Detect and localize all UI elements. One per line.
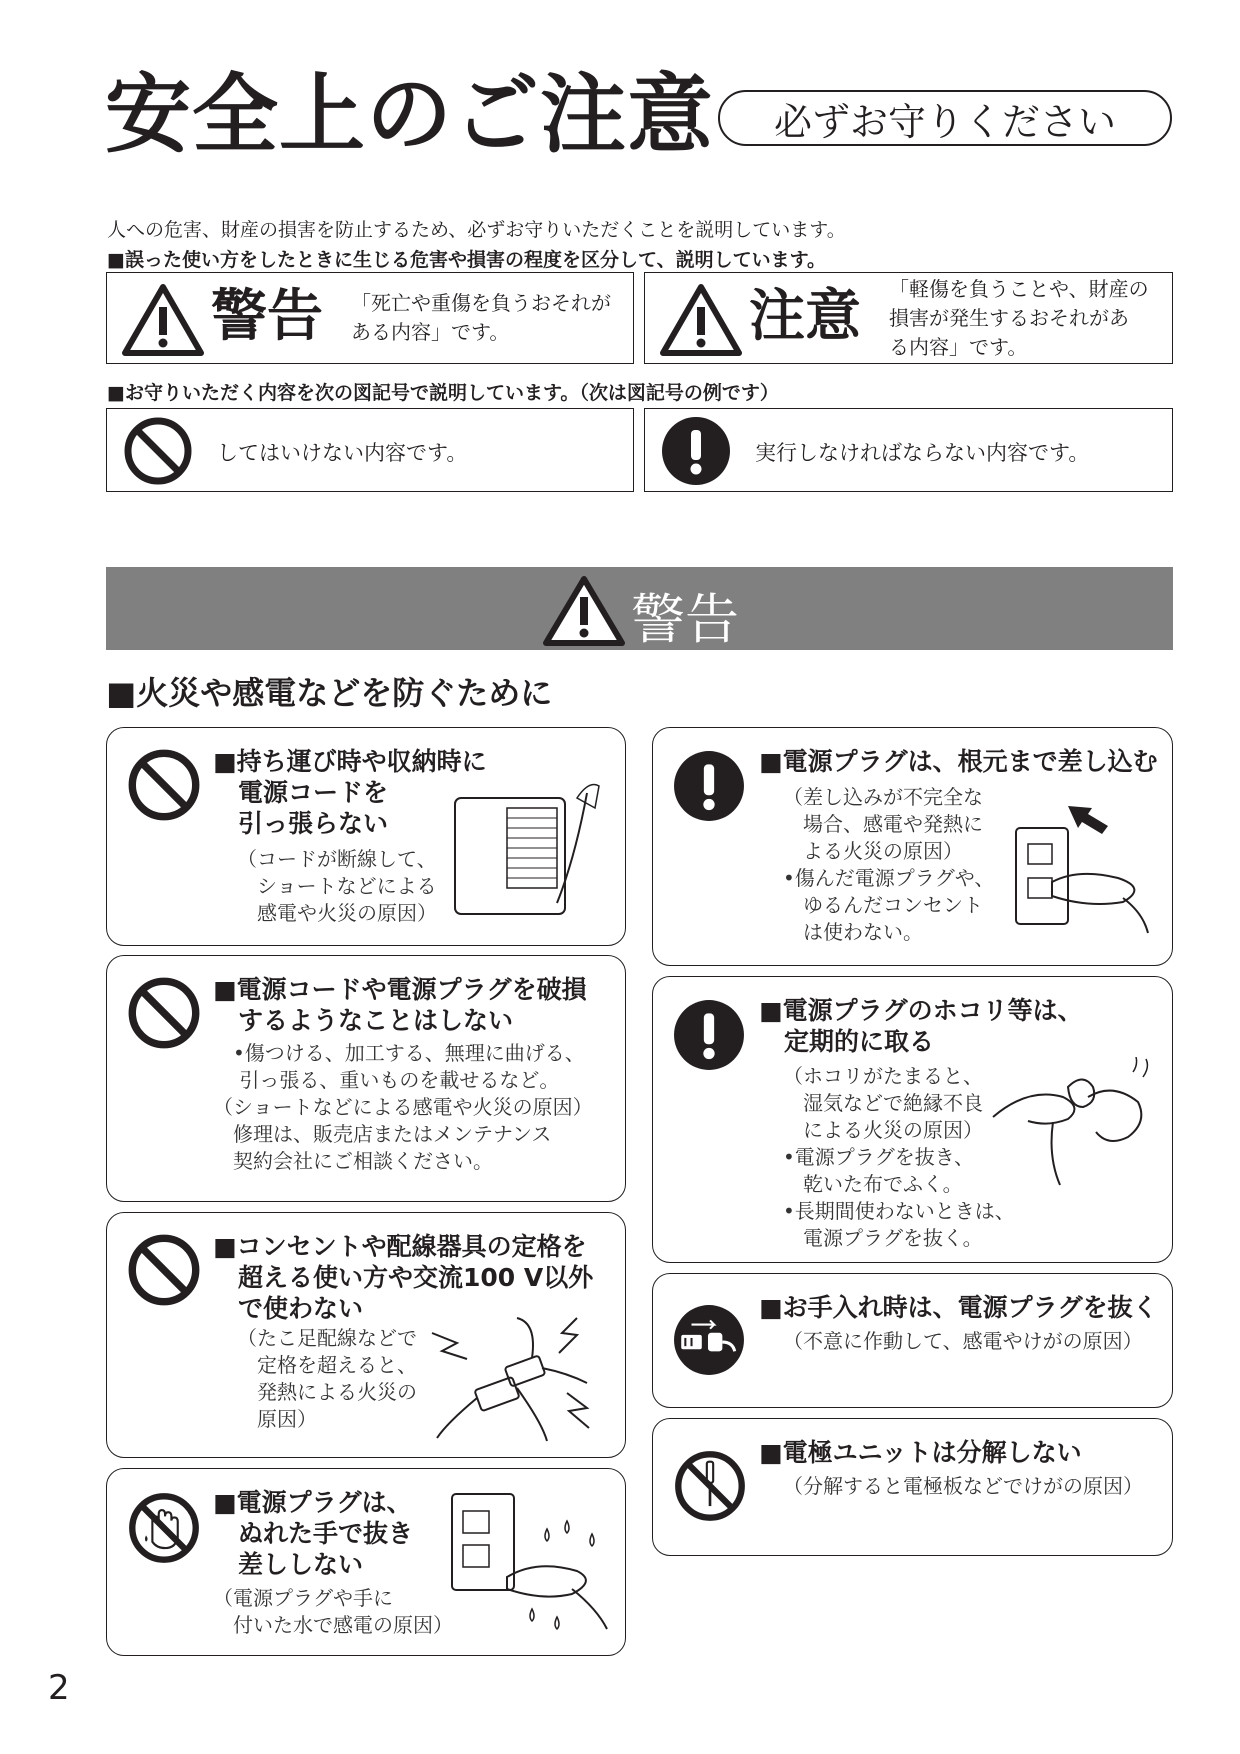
symbols-heading: ■お守りいただく内容を次の図記号で説明しています。（次は図記号の例です）: [107, 382, 779, 404]
mandatory-symbol-box: [644, 408, 1173, 492]
banner-label: 警告: [631, 588, 739, 651]
mandatory-icon: [673, 999, 745, 1071]
card-wet-hands: [106, 1468, 626, 1656]
card-text: （差し込みが不完全な 場合、感電や発熱に よる火災の原因） •傷んだ電源プラグや、 ゆるんだコンセント は使わない。: [783, 785, 995, 944]
caution-level-box: [644, 272, 1173, 364]
card-title: ■電源プラグのホコリ等は、 定期的に取る: [759, 996, 1083, 1056]
plug-insert-illustration: [1008, 798, 1158, 938]
caution-word: 注意: [749, 284, 861, 349]
prohibit-symbol-box: [106, 408, 634, 492]
warning-description: 「死亡や重傷を負うおそれが ある内容」です。: [351, 291, 611, 344]
card-text: （ホコリがたまると、 湿気などで絶縁不良 による火災の原因） •電源プラグを抜き、 乾いた布でふく。 •長期間使わないときは、 電源プラグを抜く。: [783, 1064, 1015, 1250]
octopus-wiring-illustration: [427, 1313, 607, 1443]
card-plug-insert: [652, 727, 1173, 966]
card-cord-damage: [106, 955, 626, 1202]
card-title: ■持ち運び時や収納時に 電源コードを 引っ張らない: [213, 747, 487, 838]
intro-text: 人への危害、財産の損害を防止するため、必ずお守りいただくことを説明しています。: [107, 219, 846, 241]
card-text: （不意に作動して、感電やけがの原因）: [783, 1329, 1143, 1353]
card-plug-dust: [652, 976, 1173, 1263]
prohibited-icon: [127, 748, 201, 822]
section-title: ■火災や感電などを防ぐために: [106, 674, 553, 712]
prohibit-description: してはいけない内容です。: [217, 441, 468, 465]
mandatory-icon: [661, 416, 731, 486]
levels-heading: ■誤った使い方をしたときに生じる危害や損害の程度を区分して、説明しています。: [107, 249, 827, 271]
card-title: ■電極ユニットは分解しない: [759, 1438, 1082, 1467]
card-text: （電源プラグや手に 付いた水で感電の原因）: [213, 1586, 453, 1637]
card-cord-pull: [106, 727, 626, 946]
prohibited-icon: [123, 416, 193, 486]
card-title: ■電源コードや電源プラグを破損 するようなことはしない: [213, 975, 587, 1035]
must-follow-badge: 必ずお守りください: [718, 90, 1172, 146]
dehumidifier-cord-illustration: [447, 778, 607, 928]
mandatory-icon: [673, 750, 745, 822]
prohibited-icon: [127, 1233, 201, 1307]
unplug-icon: [673, 1304, 745, 1376]
card-text: （コードが断線して、 ショートなどによる 感電や火災の原因）: [237, 847, 437, 925]
card-title: ■電源プラグは、 ぬれた手で抜き 差ししない: [213, 1488, 414, 1579]
card-text: （分解すると電極板などでけがの原因）: [783, 1474, 1143, 1498]
mandatory-description: 実行しなければならない内容です。: [755, 441, 1090, 465]
warning-word: 警告: [211, 284, 323, 349]
no-wet-hands-icon: [127, 1491, 201, 1565]
card-no-disassembly: [652, 1418, 1173, 1556]
no-disassembly-icon: [673, 1449, 747, 1523]
wet-hand-plug-illustration: [447, 1489, 617, 1639]
warning-level-box: [106, 272, 634, 364]
prohibited-icon: [127, 976, 201, 1050]
page-number: 2: [48, 1668, 70, 1708]
card-unplug-cleaning: [652, 1273, 1173, 1408]
card-text: （たこ足配線などで 定格を超えると、 発熱による火災の 原因）: [237, 1326, 417, 1431]
wiping-plug-illustration: [988, 1057, 1158, 1187]
caution-triangle-icon: [659, 283, 743, 357]
page-title: 安全上のご注意: [105, 65, 714, 165]
warning-triangle-icon: [542, 575, 626, 647]
warning-triangle-icon: [121, 283, 205, 357]
caution-description: 「軽傷を負うことや、財産の 損害が発生するおそれがあ る内容」です。: [889, 277, 1149, 359]
warning-banner: [106, 567, 1173, 650]
card-rated-outlet: [106, 1212, 626, 1458]
card-title: ■コンセントや配線器具の定格を 超える使い方や交流100 V以外 で使わない: [213, 1232, 594, 1323]
card-title: ■お手入れ時は、電源プラグを抜く: [759, 1293, 1158, 1322]
card-title: ■電源プラグは、根元まで差し込む: [759, 747, 1158, 776]
card-text: •傷つける、加工する、無理に曲げる、 引っ張る、重いものを載せるなど。 （ショートなどによる感電や火災の原因） 修理は、販売店またはメンテナンス 契約会社にご相談ください。: [213, 1041, 593, 1173]
